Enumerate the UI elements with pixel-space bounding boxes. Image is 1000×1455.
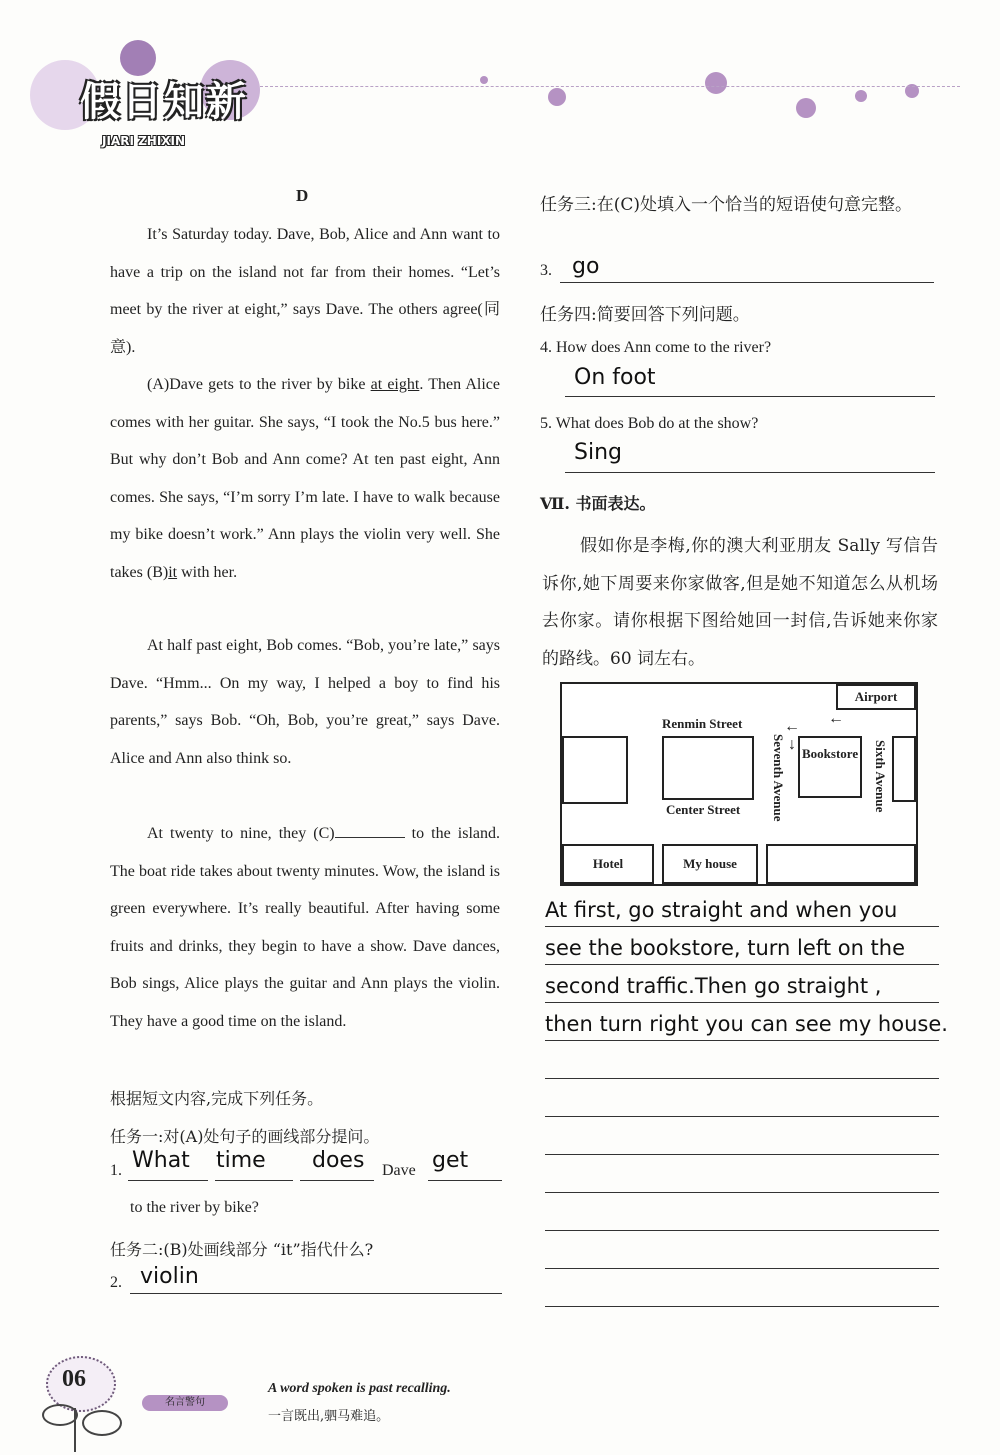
q1-answer-1: What <box>132 1148 190 1173</box>
passage-paragraph-3: At half past eight, Bob comes. “Bob, you’re late,” says Dave. “Hmm... On my way, I helped a boy to find his parents,” says Bob. “Oh, Bob, you’re great,” says Dave. Alice and Ann also think so. <box>110 637 500 767</box>
map-block-bottom-right <box>766 844 916 884</box>
q1-blank-2 <box>215 1180 293 1181</box>
map-block-left <box>562 736 628 804</box>
map-hotel: Hotel <box>562 844 654 884</box>
underlined-word-b: it <box>168 563 178 581</box>
header-dot <box>796 98 816 118</box>
header-dot <box>548 88 566 106</box>
writing-rule <box>545 1002 939 1003</box>
writing-answer-line-2: see the bookstore, turn left on the <box>545 936 906 960</box>
map-bookstore: Bookstore <box>798 736 862 798</box>
q5-answer: Sing <box>574 440 622 465</box>
paragraph-2-text: (A)Dave gets to the river by bike <box>147 376 371 393</box>
header-line <box>260 86 960 87</box>
task-3-label: 任务三:在(C)处填入一个恰当的短语使句意完整。 <box>540 195 912 215</box>
writing-answer-line-1: At first, go straight and when you <box>545 898 898 922</box>
writing-prompt: 假如你是李梅,你的澳大利亚朋友 Sally 写信告诉你,她下周要来你家做客,但是她不知道怎么从机场去你家。请你根据下图给她回一封信,告诉她来你家的路线。60 词左右。 <box>542 536 938 669</box>
writing-rule <box>545 1230 939 1231</box>
passage-paragraph-2 <box>110 366 500 591</box>
task-1-label: 任务一:对(A)处句子的画线部分提问。 <box>110 1127 380 1146</box>
q1-answer-2: time <box>216 1148 266 1173</box>
q1-number: 1. <box>110 1162 122 1179</box>
writing-rule <box>545 1078 939 1079</box>
logo-subtitle: JIARI ZHIXIN <box>102 134 186 148</box>
q1-tail: to the river by bike? <box>130 1199 259 1216</box>
q3-blank <box>560 282 934 283</box>
blank-c <box>335 823 405 838</box>
q4-question: 4. How does Ann come to the river? <box>540 339 772 356</box>
writing-rule <box>545 926 939 927</box>
q1-answer-3: does <box>312 1148 365 1173</box>
passage-title: D <box>296 186 309 205</box>
map-sixth-avenue: Sixth Avenue <box>873 740 888 813</box>
underlined-phrase-a: at eight <box>370 376 420 393</box>
leaf-icon <box>42 1404 78 1426</box>
task-intro: 根据短文内容,完成下列任务。 <box>110 1089 324 1108</box>
map-block-center <box>662 736 754 800</box>
writing-answer-line-4: then turn right you can see my house. <box>545 1012 948 1036</box>
q3-number: 3. <box>540 262 552 279</box>
paragraph-4-text: to the island. The boat ride takes about twenty minutes. Wow, the island is green everywhere. It’s really beautiful. After having some fruits and drinks, they begin to have a show. Dave dances, Bob sings, Alice plays the guitar and Ann plays the violin. They have a good time on the island. <box>110 825 500 1030</box>
paragraph-2-text: . Then Alice comes with her guitar. She says, “I took the No.5 bus here.” But why don’t Bob and Ann come? At ten past eight, Ann comes. She says, “I’m sorry I’m late. I have to walk because my bike doesn’t work.” Ann plays the violin very well. She takes (B) <box>110 376 501 581</box>
page-number: 06 <box>62 1366 86 1392</box>
map-center-street: Center Street <box>666 802 741 817</box>
route-map <box>560 682 918 886</box>
writing-rule <box>545 1268 939 1269</box>
leaf-icon <box>82 1410 122 1436</box>
header-dot <box>480 76 488 84</box>
arrow-left-icon: ← <box>784 718 800 735</box>
q2-number: 2. <box>110 1274 122 1291</box>
paragraph-4-text: At twenty to nine, they (C) <box>147 825 335 842</box>
map-airport: Airport <box>836 684 916 710</box>
writing-rule <box>545 1154 939 1155</box>
header-dot <box>855 90 867 102</box>
q5-blank <box>565 472 935 473</box>
q2-answer: violin <box>140 1264 199 1289</box>
logo-title: 假日知新 <box>80 79 248 125</box>
task-4-label: 任务四:简要回答下列问题。 <box>540 305 750 325</box>
q3-answer: go <box>572 254 600 279</box>
task-2-label: 任务二:(B)处画线部分 “it”指代什么? <box>110 1240 374 1259</box>
q1-blank-1 <box>128 1180 208 1181</box>
writing-rule <box>545 1040 939 1041</box>
paragraph-2-text: with her. <box>177 563 238 581</box>
map-renmin-street: Renmin Street <box>662 716 743 731</box>
map-block-right <box>892 736 916 802</box>
quote-english: A word spoken is past recalling. <box>268 1381 451 1396</box>
q2-blank <box>130 1293 502 1294</box>
writing-rule <box>545 1116 939 1117</box>
passage-paragraph-4 <box>110 815 500 1040</box>
q5-question: 5. What does Bob do at the show? <box>540 415 759 432</box>
writing-rule <box>545 1192 939 1193</box>
q1-dave: Dave <box>382 1162 416 1179</box>
header-dot <box>705 72 727 94</box>
writing-answer-line-3: second traffic.Then go straight , <box>545 974 882 998</box>
writing-rule <box>545 964 939 965</box>
writing-rule <box>545 1306 939 1307</box>
q4-blank <box>565 396 935 397</box>
quote-badge: 名言警句 <box>142 1395 228 1411</box>
map-seventh-avenue: Seventh Avenue <box>771 734 786 822</box>
q1-blank-4 <box>428 1180 502 1181</box>
quote-chinese: 一言既出,驷马难追。 <box>268 1409 390 1424</box>
q4-answer: On foot <box>574 365 656 390</box>
arrow-left-icon: ← <box>828 710 844 727</box>
arrow-down-icon: ↓ <box>788 736 796 753</box>
q1-blank-3 <box>300 1180 374 1181</box>
writing-heading: Ⅶ. 书面表达。 <box>540 494 656 513</box>
passage-paragraph-1: It’s Saturday today. Dave, Bob, Alice and Ann want to have a trip on the island not far from their homes. “Let’s meet by the river at eight,” says Dave. The others agree(同意). <box>110 226 500 356</box>
q1-answer-4: get <box>432 1148 469 1173</box>
map-my-house: My house <box>662 844 758 884</box>
